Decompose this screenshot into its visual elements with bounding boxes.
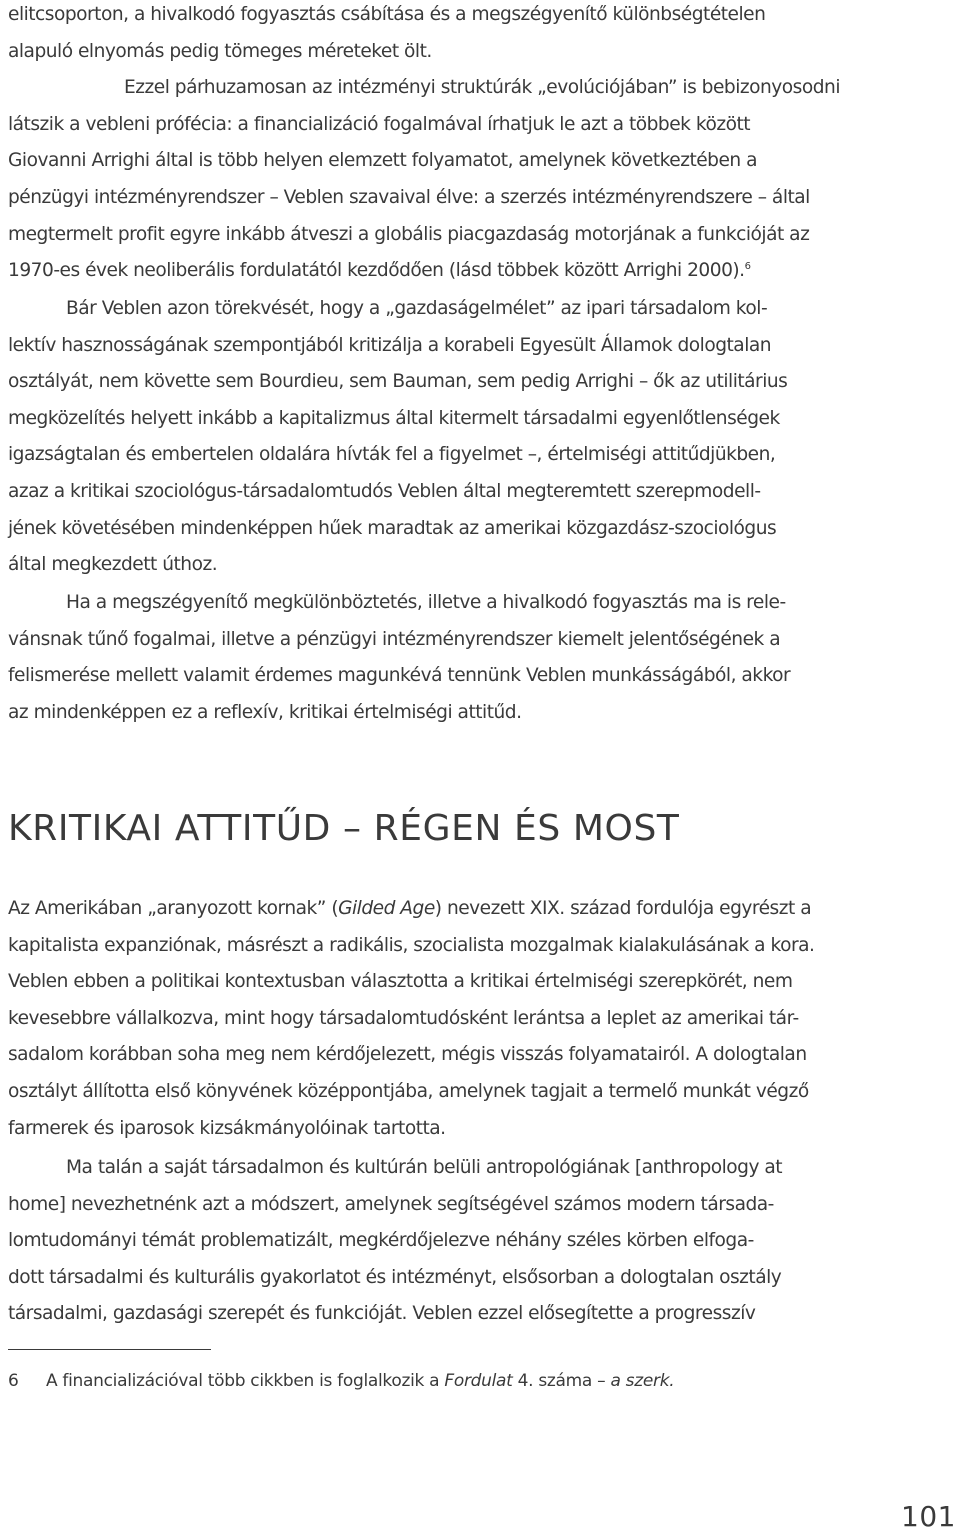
text-line: lektív hasznosságának szempontjából kritizálja a korabeli Egyesült Államok dologtalan — [8, 334, 772, 356]
text-line: vánsnak tűnő fogalmai, illetve a pénzügyi intézményrendszer kiemelt jelentőségének a — [8, 628, 781, 650]
text-line: lomtudományi témát problematizált, megkérdőjelezve néhány széles körben elfoga- — [8, 1230, 754, 1252]
paragraph-5 — [8, 891, 908, 1147]
text-line: társadalmi, gazdasági szerepét és funkcióját. Veblen ezzel elősegítette a progresszív — [8, 1303, 756, 1325]
footnote-reference[interactable]: 6 — [744, 261, 751, 273]
text-line: azaz a kritikai szociológus-társadalomtudós Veblen által megteremtett szerepmodell- — [8, 480, 761, 502]
text-line: sadalom korábban soha meg nem kérdőjelezett, mégis visszás folyamatairól. A dologtalan — [8, 1044, 807, 1066]
text-line: igazságtalan és embertelen oldalára hívták fel a figyelmet –, értelmiségi attitűdjükben, — [8, 444, 776, 466]
text-line: jének követésében mindenképpen hűek maradtak az amerikai közgazdász-szociológus — [8, 517, 777, 539]
text-line-content: 1970-es évek neoliberális fordulatától kezdődően (lásd többek között Arrighi 2000). — [8, 260, 745, 282]
text-line: home] nevezhetnénk azt a módszert, amelynek segítségével számos modern társada- — [8, 1193, 774, 1215]
text-fragment: Az Amerikában „aranyozott kornak” ( — [8, 898, 339, 919]
text-line: az mindenképpen ez a reflexív, kritikai értelmiségi attitűd. — [8, 701, 522, 723]
paragraph-4 — [8, 585, 908, 731]
text-line: kapitalista expanziónak, másrészt a radikális, szocialista mozgalmak kialakulásának a kora. — [8, 934, 815, 956]
text-fragment: ) nevezett XIX. század fordulója egyrészt a — [434, 898, 812, 919]
text-line: megtermelt profit egyre inkább átveszi a globális piacgazdaság motorjának a funkcióját az — [8, 223, 810, 245]
footnote-divider — [8, 1349, 211, 1350]
footnote-editor-note: a szerk. — [610, 1371, 675, 1391]
footnote-text: 4. száma – — [512, 1371, 611, 1391]
text-line: Veblen ebben a politikai kontextusban választotta a kritikai értelmiségi szerepkörét, nem — [8, 971, 793, 993]
paragraph-1 — [8, 0, 908, 290]
text-line — [8, 891, 908, 928]
text-line: pénzügyi intézményrendszer – Veblen szavaival élve: a szerzés intézményrendszere – által — [8, 186, 810, 208]
text-line: Ha a megszégyenítő megkülönböztetés, illetve a hivalkodó fogyasztás ma is rele- — [66, 592, 786, 613]
footnote-text: A financializációval több cikkben is foglalkozik a — [46, 1371, 445, 1391]
paragraph-6 — [8, 1150, 908, 1333]
paragraph-3 — [8, 291, 908, 584]
text-line: Ma talán a saját társadalmon és kultúrán belüli antropológiának [anthropology at — [66, 1157, 783, 1178]
text-line: kevesebbre vállalkozva, mint hogy társadalomtudósként lerántsa a leplet az amerikai tár- — [8, 1007, 799, 1029]
text-line: osztályát, nem követte sem Bourdieu, sem Bauman, sem pedig Arrighi – ők az utilitárius — [8, 371, 788, 393]
text-line: alapuló elnyomás pedig tömeges méreteket ölt. — [8, 40, 432, 62]
text-line: megközelítés helyett inkább a kapitalizmus által kitermelt társadalmi egyenlőtlenségek — [8, 407, 780, 429]
text-line: látszik a vebleni prófécia: a financializáció fogalmával írhatjuk le azt a többek között — [8, 113, 751, 135]
text-line: Giovanni Arrighi által is több helyen elemzett folyamatot, amelynek következtében a — [8, 150, 758, 172]
footnote-number: 6 — [8, 1371, 19, 1391]
page-number: 101 — [901, 1500, 956, 1533]
text-line: felismerése mellett valamit érdemes magunkévá tennünk Veblen munkásságából, akkor — [8, 665, 791, 687]
section-heading: KRITIKAI ATTITŰD – RÉGEN ÉS MOST — [8, 808, 680, 849]
italic-term: Gilded Age — [338, 898, 435, 919]
text-line: farmerek és iparosok kizsákmányolóinak tartotta. — [8, 1117, 446, 1139]
text-line: osztályt állította első könyvének középpontjába, amelynek tagjait a termelő munkát végző — [8, 1080, 809, 1102]
footnote-journal-title: Fordulat — [444, 1371, 513, 1391]
text-line: által megkezdett úthoz. — [8, 554, 218, 576]
text-line: Bár Veblen azon törekvését, hogy a „gazdaságelmélet” az ipari társadalom kol- — [66, 298, 768, 319]
footnote — [8, 1368, 674, 1394]
text-line: dott társadalmi és kulturális gyakorlatot és intézményt, elsősorban a dologtalan osztály — [8, 1266, 782, 1288]
text-line — [8, 253, 908, 290]
text-line: Ezzel párhuzamosan az intézményi struktúrák „evolúciójában” is bebizonyosodni — [124, 77, 840, 99]
text-line: elitcsoporton, a hivalkodó fogyasztás csábítása és a megszégyenítő különbségtételen — [8, 4, 766, 25]
